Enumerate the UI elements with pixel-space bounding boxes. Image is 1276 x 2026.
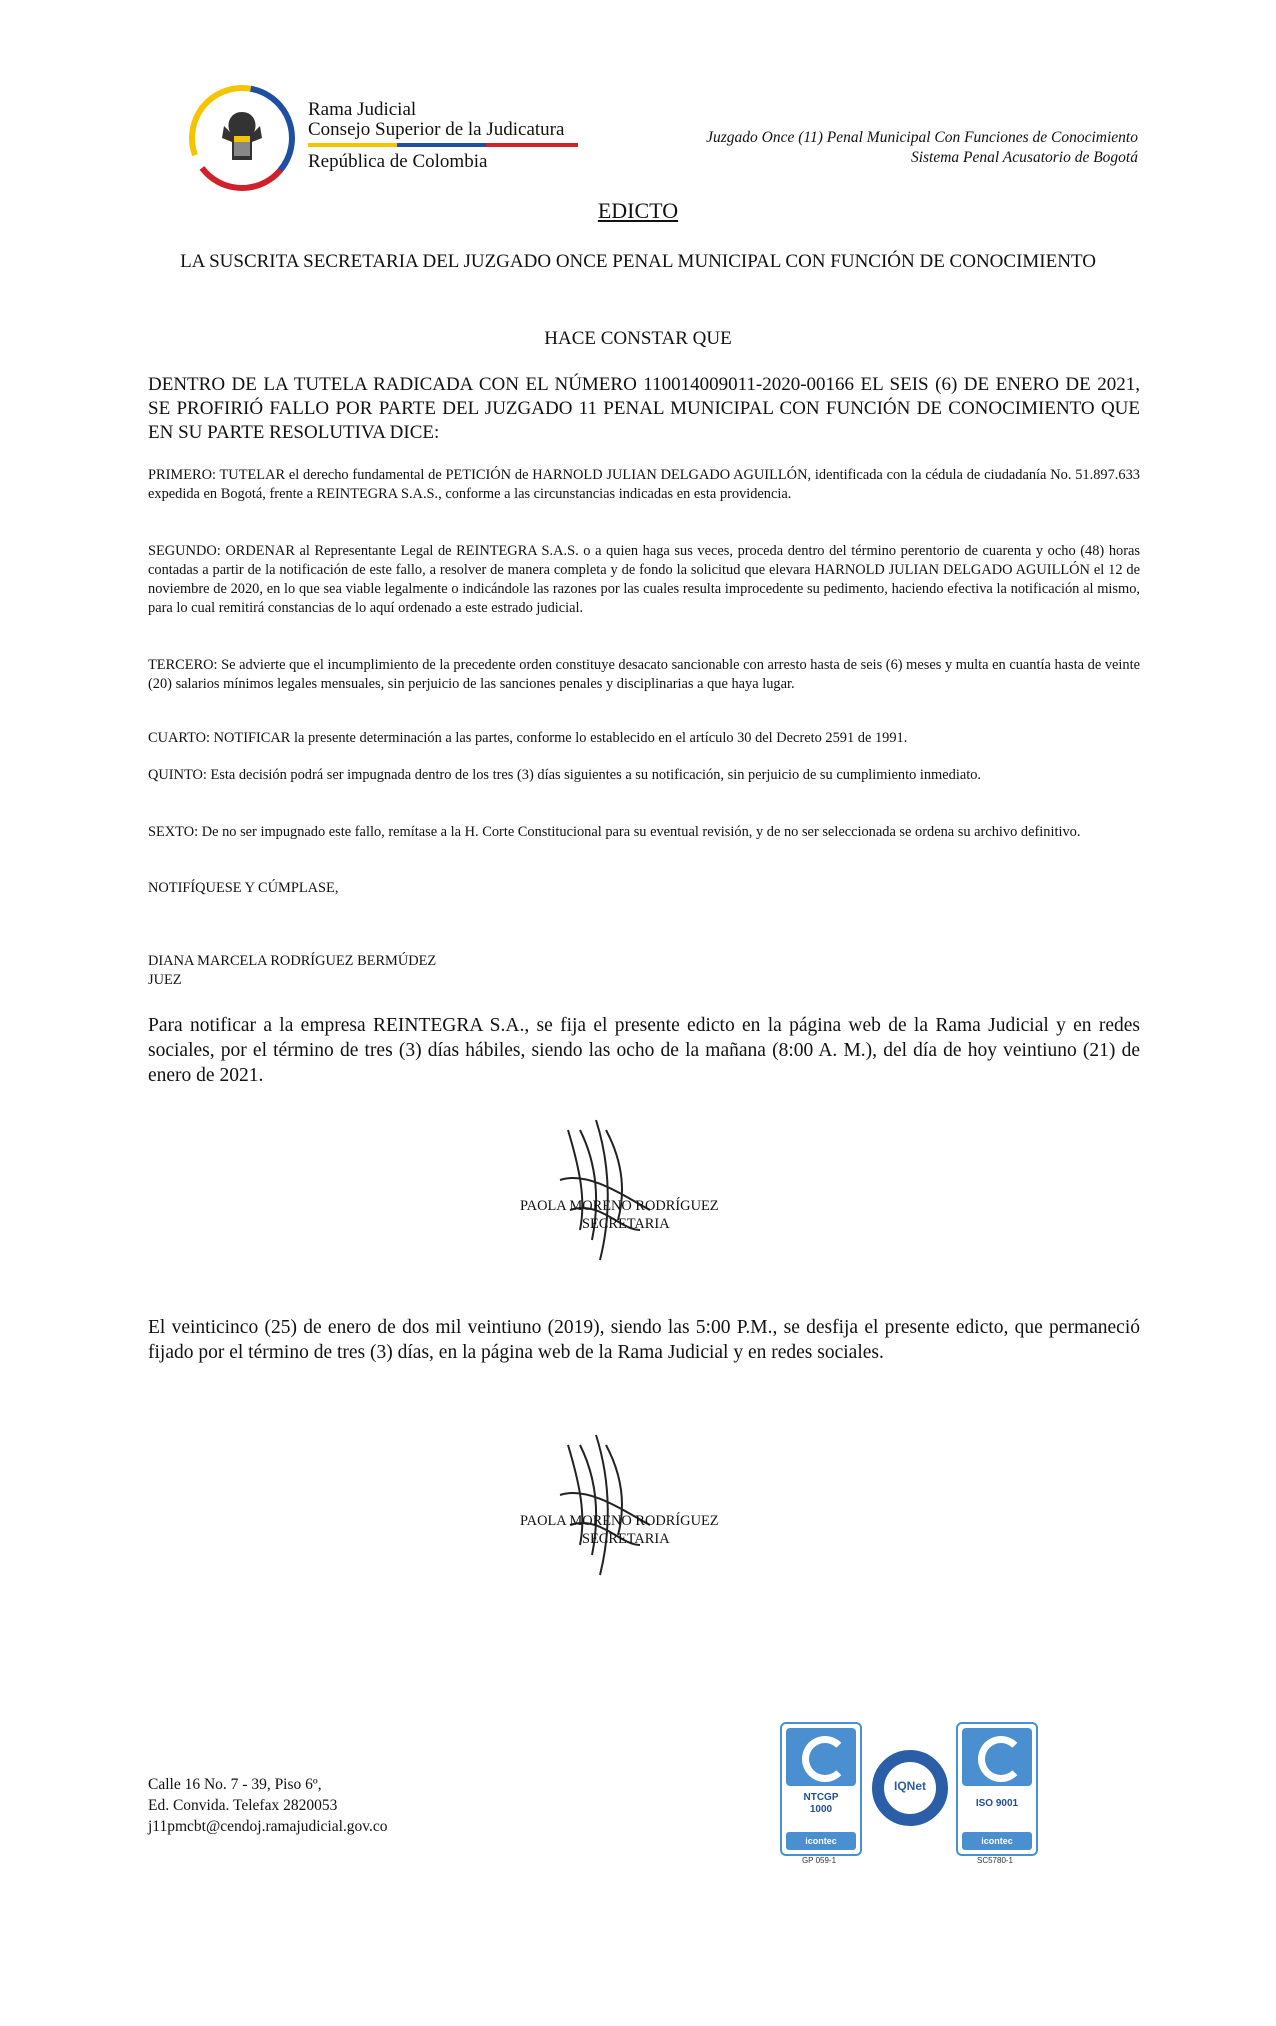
document-title: EDICTO	[597, 198, 679, 223]
org-line-3: República de Colombia	[308, 151, 488, 172]
resolution-segundo: SEGUNDO: ORDENAR al Representante Legal de REINTEGRA S.A.S. o a quien haga sus veces, proceda dentro del término perentorio de cuarenta y ocho (48) horas contadas a partir de la notificación de este fallo, a resolver de manera completa y de fondo la solicitud que elevara HARNOLD JULIAN DELGADO AGUILLÓN el 12 de noviembre de 2020, en lo que sea viable legalmente o indicándole las razones por las cuales resulta improcedente su pedimento, haciendo efectiva la notificación al mismo, para lo cual remitirá constancias de lo aquí ordenado a este estrado judicial.	[148, 543, 1140, 616]
notice-paragraph: Para notificar a la empresa REINTEGRA S.A., se fija el presente edicto en la página web de la Rama Judicial y en redes sociales, por el término de tres (3) días hábiles, siendo las ocho de la mañana (8:00 A. M.), del día de hoy veintiuno (21) de enero de 2021.	[148, 1015, 1140, 1086]
cert1-code: GP 059-1	[801, 1856, 837, 1865]
header-logo-block	[186, 82, 576, 182]
address-line-1: Calle 16 No. 7 - 39, Piso 6º,	[148, 1776, 322, 1793]
tricolor-rule	[308, 143, 578, 147]
footer-address	[148, 1774, 388, 1837]
colombia-seal-icon	[186, 82, 298, 194]
icontec-c-icon	[962, 1728, 1032, 1786]
certification-logos	[780, 1722, 1040, 1872]
cert2-code: SC5780-1	[976, 1856, 1014, 1865]
handwritten-signature-icon	[540, 1110, 660, 1270]
iso-9001-certification-badge: ISO 9001 icontec	[956, 1722, 1038, 1856]
org-line-1: Rama Judicial	[308, 99, 417, 120]
secretary-name: PAOLA MORENO RODRÍGUEZ	[520, 1198, 719, 1214]
icontec-c-icon	[786, 1728, 856, 1786]
court-system: Sistema Penal Acusatorio de Bogotá	[910, 149, 1138, 166]
secretary-signature-block-2	[480, 1425, 780, 1595]
iqnet-certified-badge: IQNet	[872, 1750, 948, 1826]
resolution-quinto: QUINTO: Esta decisión podrá ser impugnada dentro de los tres (3) días siguientes a su notificación, sin perjuicio de su cumplimiento inmediato.	[148, 767, 982, 783]
address-line-2: Ed. Convida. Telefax 2820053	[148, 1797, 338, 1814]
secretary-name: PAOLA MORENO RODRÍGUEZ	[520, 1513, 719, 1529]
resolution-cuarto: CUARTO: NOTIFICAR la presente determinación a las partes, conforme lo establecido en el artículo 30 del Decreto 2591 de 1991.	[148, 730, 908, 746]
document-heading: LA SUSCRITA SECRETARIA DEL JUZGADO ONCE PENAL MUNICIPAL CON FUNCIÓN DE CONOCIMIENTO	[180, 251, 1096, 272]
court-name: Juzgado Once (11) Penal Municipal Con Funciones de Conocimiento	[706, 129, 1138, 146]
intro-paragraph: DENTRO DE LA TUTELA RADICADA CON EL NÚMERO 110014009011-2020-00166 EL SEIS (6) DE ENERO DE 2021, SE PROFIRIÓ FALLO POR PARTE DEL JUZGADO 11 PENAL MUNICIPAL CON FUNCIÓN DE CONOCIMIENTO QUE EN SU PARTE RESOLUTIVA DICE:	[148, 374, 1140, 443]
secretary-signature-block-1	[480, 1110, 780, 1280]
secretary-title: SECRETARIA	[582, 1216, 670, 1232]
document-subheading: HACE CONSTAR QUE	[544, 328, 732, 349]
judge-name: DIANA MARCELA RODRÍGUEZ BERMÚDEZ	[148, 953, 437, 969]
resolution-sexto: SEXTO: De no ser impugnado este fallo, remítase a la H. Corte Constitucional para su eventual revisión, y de no ser seleccionada se ordena su archivo definitivo.	[148, 824, 1081, 840]
court-header	[706, 128, 1138, 168]
resolution-tercero: TERCERO: Se advierte que el incumplimiento de la precedente orden constituye desacato sancionable con arresto hasta de seis (6) meses y multa en cuantía hasta de veinte (20) salarios mínimos legales mensuales, sin perjuicio de las sanciones penales y disciplinarias a que haya lugar.	[148, 657, 1140, 692]
secretary-title: SECRETARIA	[582, 1531, 670, 1547]
closing-line: NOTIFÍQUESE Y CÚMPLASE,	[148, 880, 339, 896]
handwritten-signature-icon	[540, 1425, 660, 1585]
ntcgp-certification-badge: NTCGP 1000 icontec	[780, 1722, 862, 1856]
judge-title: JUEZ	[148, 972, 182, 988]
resolution-primero: PRIMERO: TUTELAR el derecho fundamental de PETICIÓN de HARNOLD JULIAN DELGADO AGUILLÓN, identificada con la cédula de ciudadanía No. 51.897.633 expedida en Bogotá, frente a REINTEGRA S.A.S., conforme a las circunstancias indicadas en esta providencia.	[148, 467, 1140, 502]
unfix-paragraph: El veinticinco (25) de enero de dos mil veintiuno (2019), siendo las 5:00 P.M., se desfija el presente edicto, que permaneció fijado por el término de tres (3) días, en la página web de la Rama Judicial y en redes sociales.	[148, 1317, 1140, 1363]
email-address: j11pmcbt@cendoj.ramajudicial.gov.co	[148, 1818, 388, 1835]
org-line-2: Consejo Superior de la Judicatura	[308, 119, 565, 140]
